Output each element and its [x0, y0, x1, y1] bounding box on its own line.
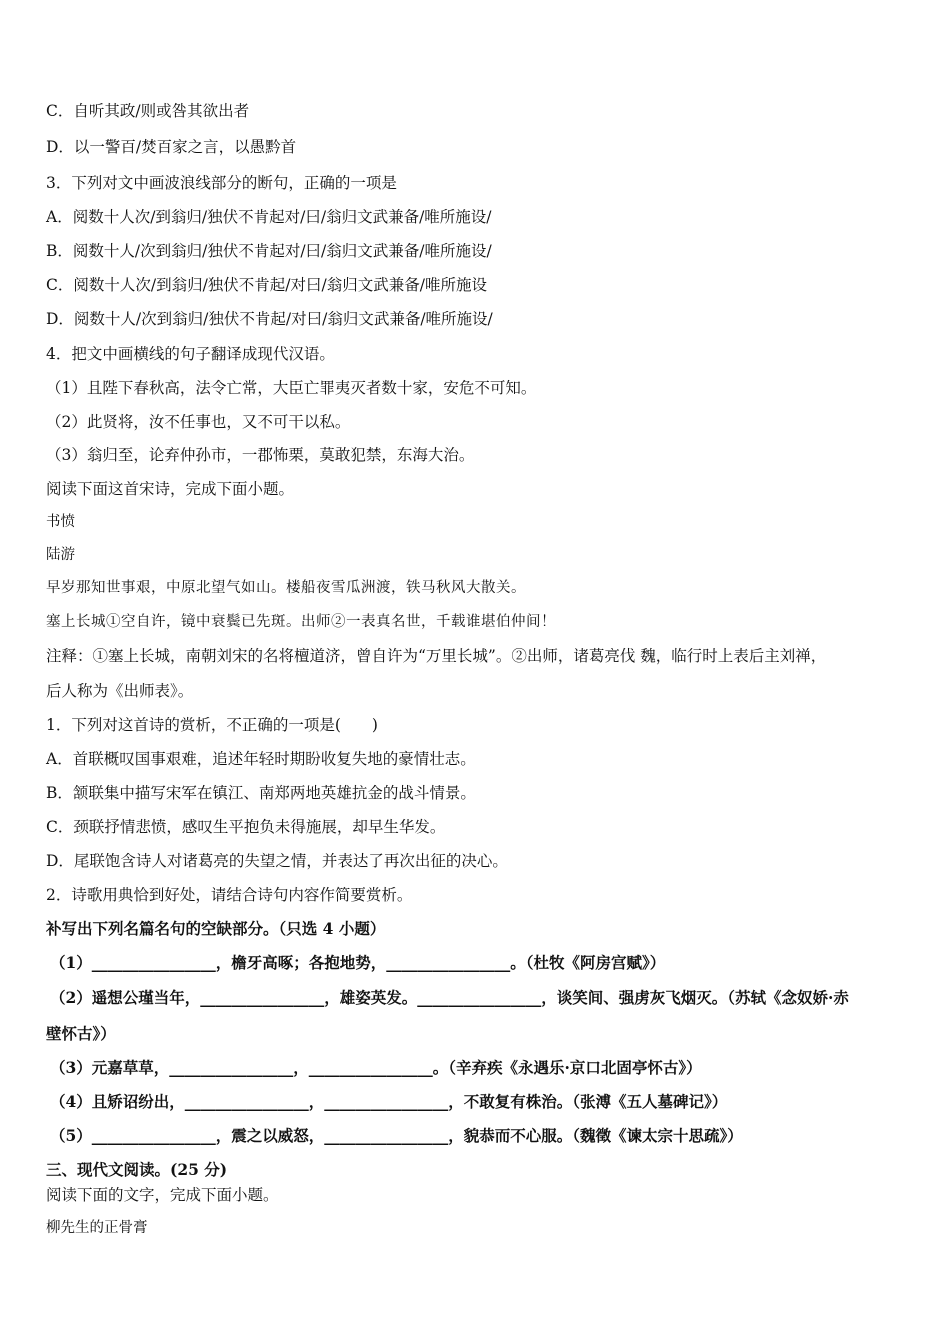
section-3-intro: 阅读下面的文字，完成下面小题。	[46, 1186, 279, 1204]
question-3-stem: 3．下列对文中画波浪线部分的断句，正确的一项是	[46, 174, 397, 192]
fill-item-1: （1）________________，檐牙高啄；各抱地势，________________。（杜牧《阿房宫赋》）	[50, 953, 666, 972]
question-4-sentence-2: （2）此贤将，汝不任事也，又不可干以私。	[46, 413, 351, 431]
question-4-sentence-3: （3）翁归至，论弃仲孙市，一郡怖栗，莫敢犯禁，东海大治。	[46, 446, 475, 464]
poem-question-1-option-a: A．首联概叹国事艰难，追述年轻时期盼收复失地的豪情壮志。	[46, 750, 476, 768]
poem-title: 书愤	[46, 514, 75, 530]
fill-item-4: （4）且矫诏纷出，________________，________________，不敢复有株治。（张溥《五人墓碑记》）	[50, 1092, 728, 1111]
question-3-option-c: C．阅数十人次/到翁归/独伏不肯起/对曰/翁归文武兼备/唯所施设	[46, 276, 487, 294]
poem-question-1-option-d: D．尾联饱含诗人对诸葛亮的失望之情，并表达了再次出征的决心。	[46, 852, 508, 870]
option-d: D．以一警百/焚百家之言，以愚黔首	[46, 138, 297, 156]
fill-item-2-line-1: （2）遥想公瑾当年，________________，雄姿英发。________________，谈笑间、强虏灰飞烟灭。（苏轼《念奴娇·赤	[50, 988, 849, 1007]
question-3-option-a: A．阅数十人次/到翁归/独伏不肯起对/曰/翁归文武兼备/唯所施设/	[46, 208, 492, 226]
poem-intro: 阅读下面这首宋诗，完成下面小题。	[46, 480, 295, 498]
fill-item-2-line-2: 壁怀古》）	[46, 1024, 116, 1043]
poem-note-2: 后人称为《出师表》。	[46, 682, 194, 700]
poem-question-1-stem: 1．下列对这首诗的赏析，不正确的一项是( )	[46, 716, 378, 734]
section-3-heading: 三、现代文阅读。(25 分)	[46, 1160, 228, 1179]
poem-author: 陆游	[46, 547, 75, 563]
poem-question-1-option-c: C．颈联抒情悲愤，感叹生平抱负未得施展，却早生华发。	[46, 818, 446, 836]
question-4-stem: 4．把文中画横线的句子翻译成现代汉语。	[46, 345, 335, 363]
article-title: 柳先生的正骨膏	[46, 1220, 148, 1236]
question-4-sentence-1: （1）且陛下春秋高，法令亡常，大臣亡罪夷灭者数十家，安危不可知。	[46, 379, 537, 397]
poem-line-1: 早岁那知世事艰，中原北望气如山。楼船夜雪瓜洲渡，铁马秋风大散关。	[46, 580, 526, 596]
question-3-option-b: B．阅数十人/次到翁归/独伏不肯起对/曰/翁归文武兼备/唯所施设/	[46, 242, 492, 260]
poem-question-1-option-b: B．颔联集中描写宋军在镇江、南郑两地英雄抗金的战斗情景。	[46, 784, 476, 802]
fill-section-heading: 补写出下列名篇名句的空缺部分。（只选 4 小题）	[46, 919, 386, 938]
poem-line-2: 塞上长城①空自许，镜中衰鬓已先斑。出师②一表真名世，千载谁堪伯仲间！	[46, 614, 556, 630]
poem-question-2-stem: 2．诗歌用典恰到好处，请结合诗句内容作简要赏析。	[46, 886, 413, 904]
option-c: C．自听其政/则或咎其欲出者	[46, 102, 250, 120]
question-3-option-d: D．阅数十人/次到翁归/独伏不肯起/对曰/翁归文武兼备/唯所施设/	[46, 310, 493, 328]
fill-item-3: （3）元嘉草草，________________，________________。（辛弃疾《永遇乐·京口北固亭怀古》）	[50, 1058, 702, 1077]
poem-note-1: 注释：①塞上长城，南朝刘宋的名将檀道济，曾自许为“万里长城”。②出师，诸葛亮伐 魏，临行时上表后主刘禅，	[46, 647, 827, 665]
fill-item-5: （5）________________，震之以威怒，________________，貌恭而不心服。（魏徵《谏太宗十思疏》）	[50, 1126, 743, 1145]
